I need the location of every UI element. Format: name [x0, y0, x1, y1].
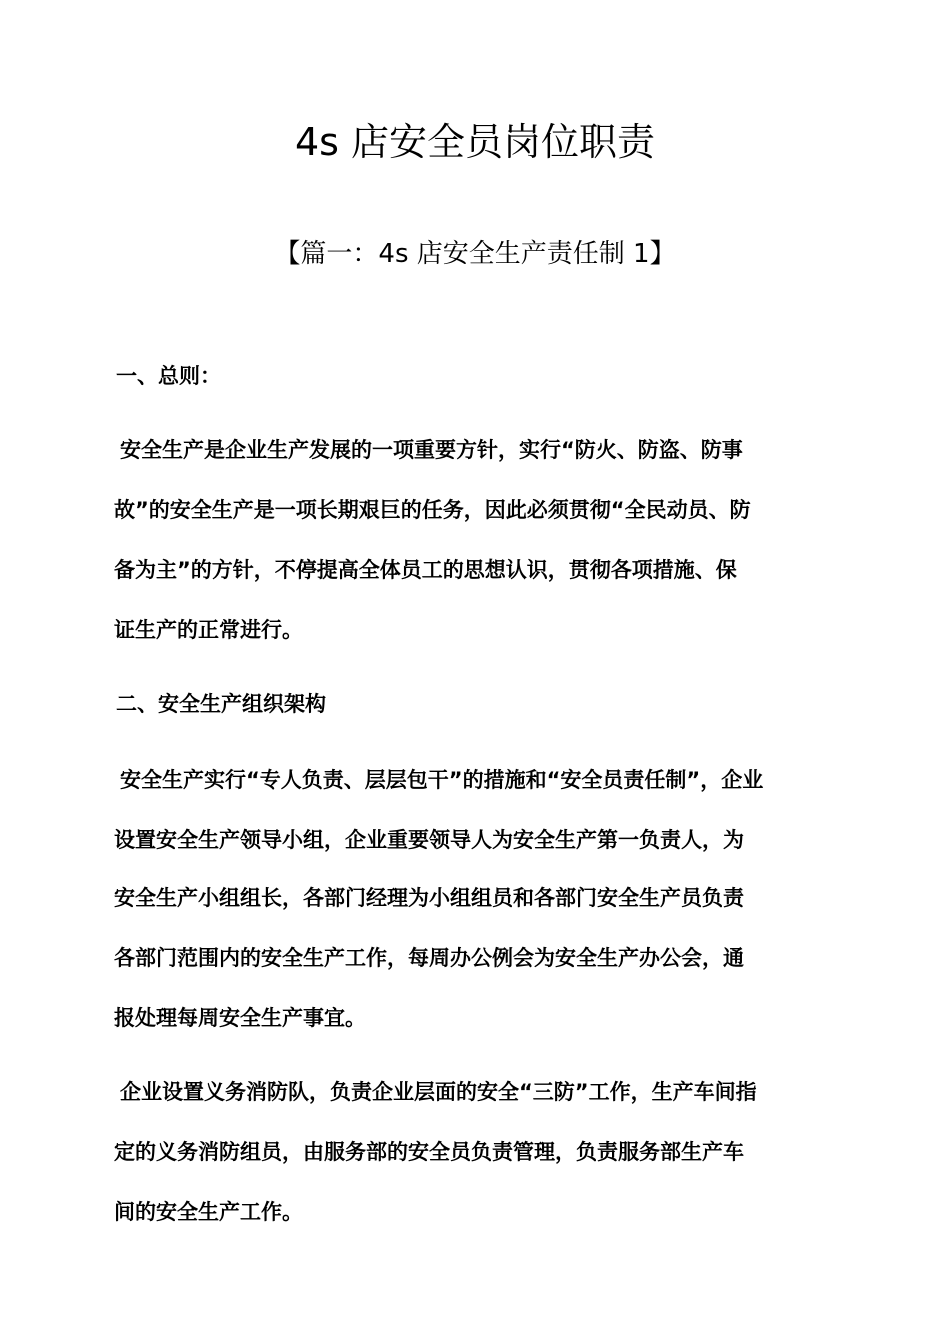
section-heading-organization: 二、安全生产组织架构 — [116, 692, 326, 716]
document-subtitle: 【篇一：4s 店安全生产责任制 1】 — [274, 239, 676, 269]
paragraph-line: 企业设置义务消防队，负责企业层面的安全“三防”工作，生产车间指 — [120, 1080, 757, 1104]
paragraph-line: 定的义务消防组员，由服务部的安全员负责管理，负责服务部生产车 — [114, 1140, 744, 1164]
paragraph-line: 各部门范围内的安全生产工作，每周办公例会为安全生产办公会，通 — [114, 946, 744, 970]
paragraph-line: 安全生产是企业生产发展的一项重要方针，实行“防火、防盗、防事 — [120, 438, 743, 462]
paragraph-line: 安全生产实行“专人负责、层层包干”的措施和“安全员责任制”，企业 — [120, 768, 764, 792]
paragraph-line: 故”的安全生产是一项长期艰巨的任务，因此必须贯彻“全民动员、防 — [114, 498, 751, 522]
paragraph-line: 报处理每周安全生产事宜。 — [114, 1006, 366, 1030]
paragraph-line: 证生产的正常进行。 — [114, 618, 303, 642]
document-title: 4s 店安全员岗位职责 — [294, 120, 656, 164]
paragraph-line: 设置安全生产领导小组，企业重要领导人为安全生产第一负责人，为 — [114, 828, 744, 852]
paragraph-line: 备为主”的方针，不停提高全体员工的思想认识，贯彻各项措施、保 — [114, 558, 737, 582]
paragraph-line: 间的安全生产工作。 — [114, 1200, 303, 1224]
section-heading-general: 一、总则： — [116, 364, 221, 388]
paragraph-line: 安全生产小组组长，各部门经理为小组组员和各部门安全生产员负责 — [114, 886, 744, 910]
